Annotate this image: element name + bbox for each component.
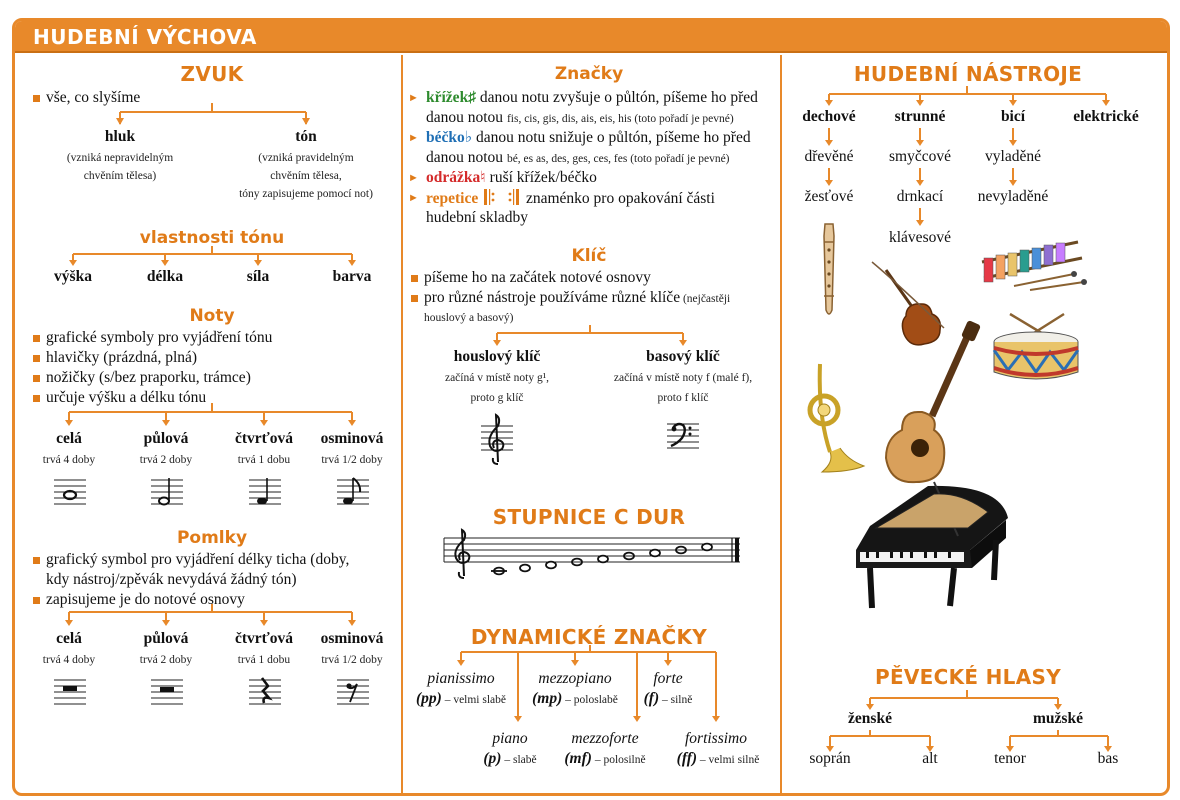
pomlka-name: půlová xyxy=(143,630,189,647)
repetice-line-2: hudební skladby xyxy=(426,209,529,226)
klic-bullet2-text: pro různé nástroje používáme různé klíče xyxy=(424,289,681,306)
hluk-label: hluk xyxy=(104,128,136,145)
dyn-abbr: (mp) xyxy=(532,690,563,707)
repeat-sign-icon xyxy=(482,188,522,206)
nastroj-category: elektrické xyxy=(1073,108,1139,125)
c-major-scale-icon xyxy=(442,526,742,582)
becko-line xyxy=(408,128,751,148)
klic-title: Klíč xyxy=(571,246,607,266)
repetice-term: repetice xyxy=(426,190,479,207)
vlastnost-item: délka xyxy=(146,268,184,285)
xylophone-icon xyxy=(974,228,1090,292)
page-title: HUDEBNÍ VÝCHOVA xyxy=(33,25,257,49)
noty-title: Noty xyxy=(189,306,235,326)
dyn-desc-line xyxy=(516,690,634,709)
bici-sub: nevyladěné xyxy=(977,188,1049,205)
nastroje-title: HUDEBNÍ NÁSTROJE xyxy=(853,62,1083,86)
pomlka-duration: trvá 1 dobu xyxy=(237,654,291,666)
basovy-klic-desc: začíná v místě noty f (malé f), xyxy=(613,372,753,384)
guitar-icon xyxy=(874,320,984,488)
hlas-item: bas xyxy=(1097,750,1119,767)
hlasy-title: PĚVECKÉ HLASY xyxy=(874,665,1061,689)
dyn-desc: – polosilně xyxy=(591,754,646,766)
nota-duration: trvá 2 doby xyxy=(139,454,193,466)
dyn-term: mezzopiano xyxy=(538,670,612,687)
stupnice-title: STUPNICE C DUR xyxy=(492,505,686,529)
hlas-item: alt xyxy=(922,750,938,767)
dyn-abbr: (ff) xyxy=(676,750,698,767)
half-rest-icon xyxy=(149,674,185,706)
klic-bullet2-note: (nejčastěji xyxy=(680,293,731,305)
pomlka-name: celá xyxy=(56,630,82,647)
drum-icon xyxy=(984,310,1088,382)
pomlka-duration: trvá 2 doby xyxy=(139,654,193,666)
dyn-term: pianissimo xyxy=(427,670,495,687)
dyn-desc: – velmi slabě xyxy=(441,694,507,706)
treble-clef-icon xyxy=(479,412,515,466)
odrazka-term: odrážka♮ xyxy=(426,169,486,186)
pomlky-bullet: grafický symbol pro vyjádření délky ticha (doby, xyxy=(32,550,349,570)
recorder-icon xyxy=(812,220,846,320)
hluk-desc-2: chvěním tělesa) xyxy=(83,170,157,182)
dyn-desc-line xyxy=(632,690,704,709)
nota-duration: trvá 4 doby xyxy=(42,454,96,466)
basovy-klic-label: basový klíč xyxy=(646,348,720,365)
zvuk-title: ZVUK xyxy=(180,62,244,86)
vlastnost-item: síla xyxy=(246,268,270,285)
krizek-line xyxy=(408,88,758,108)
nota-duration: trvá 1 dobu xyxy=(237,454,291,466)
ton-desc-1: (vzniká pravidelným xyxy=(258,152,354,164)
dyn-term: piano xyxy=(492,730,528,747)
dynamicke-title: DYNAMICKÉ ZNAČKY xyxy=(470,625,708,649)
whole-note-icon xyxy=(52,474,88,506)
nota-name: osminová xyxy=(320,430,384,447)
nota-name: celá xyxy=(56,430,82,447)
pomlka-duration: trvá 1/2 doby xyxy=(321,654,383,666)
nota-name: půlová xyxy=(143,430,189,447)
half-note-icon xyxy=(149,474,185,506)
trumpet-icon xyxy=(800,356,868,476)
dyn-desc: – silně xyxy=(659,694,693,706)
repetice-text: znaménko pro opakování části xyxy=(522,190,715,207)
becko-term: béčko♭ xyxy=(426,129,473,146)
dyn-desc-line xyxy=(549,750,661,769)
dyn-desc-line xyxy=(466,750,554,769)
klic-bullet: píšeme ho na začátek notové osnovy xyxy=(410,268,651,288)
nota-duration: trvá 1/2 doby xyxy=(321,454,383,466)
dyn-abbr: (f) xyxy=(643,690,660,707)
basovy-klic-desc: proto f klíč xyxy=(657,392,709,404)
krizek-term: křížek♯ xyxy=(426,89,476,106)
hlas-item: soprán xyxy=(809,750,851,767)
eighth-rest-icon xyxy=(335,674,371,706)
noty-bullet: hlavičky (prázdná, plná) xyxy=(32,348,197,368)
houslovy-klic-desc: začíná v místě noty g¹, xyxy=(444,372,550,384)
bici-sub: vyladěné xyxy=(985,148,1041,165)
znacky-title: Značky xyxy=(554,64,624,84)
klic-bullet xyxy=(410,288,730,308)
grand-piano-icon xyxy=(850,480,1010,616)
becko-text: danou notu snižuje o půltón, píšeme ho před xyxy=(472,129,751,146)
houslovy-klic-desc: proto g klíč xyxy=(470,392,524,404)
zenske-label: ženské xyxy=(848,710,892,727)
nastroj-category: strunné xyxy=(894,108,946,125)
pomlky-bullet: zapisujeme je do notové osnovy xyxy=(32,590,245,610)
repetice-line xyxy=(408,188,715,209)
zvuk-bullet: vše, co slyšíme xyxy=(32,88,140,108)
noty-bullet: nožičky (s/bez praporku, trámce) xyxy=(32,368,251,388)
pomlka-name: osminová xyxy=(320,630,384,647)
pomlka-duration: trvá 4 doby xyxy=(42,654,96,666)
dyn-abbr: (pp) xyxy=(415,690,442,707)
dyn-term: forte xyxy=(653,670,683,687)
whole-rest-icon xyxy=(52,674,88,706)
nastroj-category: dechové xyxy=(802,108,856,125)
pomlka-name: čtvrťová xyxy=(235,630,293,647)
odrazka-text: ruší křížek/béčko xyxy=(485,169,597,186)
dechove-sub: žesťové xyxy=(804,188,854,205)
krizek-text: danou notu zvyšuje o půltón, píšeme ho před xyxy=(475,89,758,106)
strunne-sub: smyčcové xyxy=(889,148,951,165)
muzske-label: mužské xyxy=(1033,710,1083,727)
dyn-abbr: (mf) xyxy=(564,750,592,767)
pomlky-title: Pomlky xyxy=(176,528,248,548)
quarter-note-icon xyxy=(247,474,283,506)
becko-line2-text: danou notou xyxy=(426,149,507,166)
pomlky-bullet-cont: kdy nástroj/zpěvák nevydává žádný tón) xyxy=(46,571,297,588)
eighth-note-icon xyxy=(335,474,371,506)
vlastnost-item: výška xyxy=(54,268,92,285)
dyn-term: mezzoforte xyxy=(571,730,639,747)
dyn-desc: – slabě xyxy=(501,754,537,766)
krizek-line-2 xyxy=(426,108,734,128)
ton-desc-3: tóny zapisujeme pomocí not) xyxy=(239,188,373,200)
strunne-sub: klávesové xyxy=(889,229,951,246)
nastroj-category: bicí xyxy=(1000,108,1026,125)
quarter-rest-icon xyxy=(247,674,283,706)
becko-line-2 xyxy=(426,148,730,168)
dechove-sub: dřevěné xyxy=(804,148,854,165)
hlas-item: tenor xyxy=(994,750,1026,767)
odrazka-line xyxy=(408,168,597,188)
dyn-desc: – velmi silně xyxy=(697,754,760,766)
houslovy-klic-label: houslový klíč xyxy=(453,348,541,365)
krizek-line2-text: danou notou xyxy=(426,109,507,126)
noty-bullet: určuje výšku a délku tónu xyxy=(32,388,206,408)
ton-label: tón xyxy=(295,128,317,145)
klic-bullet2-cont: houslový a basový) xyxy=(424,312,514,324)
noty-bullet: grafické symboly pro vyjádření tónu xyxy=(32,328,272,348)
dyn-desc: – poloslabě xyxy=(562,694,618,706)
hluk-desc-1: (vzniká nepravidelným xyxy=(66,152,174,164)
vlastnost-item: barva xyxy=(332,268,372,285)
dyn-desc-line xyxy=(664,750,772,769)
strunne-sub: drnkací xyxy=(896,188,944,205)
ton-desc-2: chvěním tělesa, xyxy=(270,170,342,182)
nota-name: čtvrťová xyxy=(235,430,293,447)
becko-order: bé, es as, des, ges, ces, fes (toto pořadí je pevné) xyxy=(506,153,730,165)
bass-clef-icon xyxy=(665,418,701,452)
dyn-desc-line xyxy=(400,690,522,709)
dyn-term: fortissimo xyxy=(684,730,747,747)
vlastnosti-title: vlastnosti tónu xyxy=(139,228,285,248)
dyn-abbr: (p) xyxy=(483,750,502,767)
krizek-order: fis, cis, gis, dis, ais, eis, his (toto pořadí je pevné) xyxy=(506,113,734,125)
